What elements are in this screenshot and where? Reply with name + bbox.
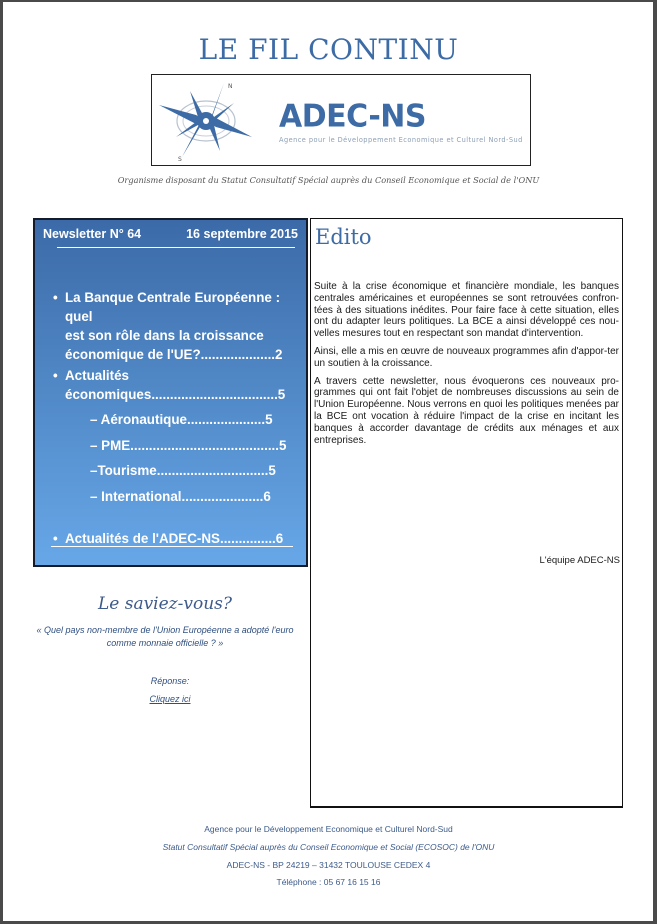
toc-subitem-aeronautique[interactable]: – Aéronautique.....................5 — [90, 412, 273, 427]
toc-item-text: La Banque Centrale Européenne : quel — [65, 290, 281, 324]
edito-paragraph: A travers cette newsletter, nous évoquerons ces nouveaux pro-grammes qui ont fait l'objet de nombreuses discussions au sein de l'Union Européenne. Nous verrons en quoi les politiques menées par la BCE ont vocation à réduire l'impact de la crise en incitant les banques à accorder davantage de crédits aux ménages et aux entreprises. — [314, 375, 619, 446]
edito-signature: L'équipe ADEC-NS — [539, 555, 620, 566]
edito-title: Edito — [315, 225, 372, 249]
toc-item-text: Actualités de l'ADEC-NS...............6 — [65, 531, 284, 546]
toc-subitem-international[interactable]: – International......................6 — [90, 489, 271, 504]
edito-body — [314, 281, 619, 452]
answer-link[interactable]: Cliquez ici — [149, 694, 191, 704]
compass-rose-icon — [154, 77, 254, 163]
toc-item-text: est son rôle dans la croissance — [65, 328, 264, 343]
table-of-contents — [33, 218, 308, 567]
newsletter-title: LE FIL CONTINU — [198, 33, 459, 66]
newsletter-number: Newsletter N° 64 — [43, 227, 142, 241]
edito-paragraph: Ainsi, elle a mis en œuvre de nouveaux programmes afin d'appor-ter un soutien à la croissance. — [314, 345, 619, 369]
toc-item-text: Actualités — [65, 368, 129, 383]
toc-header — [43, 227, 298, 241]
bullet-icon: • — [53, 290, 58, 305]
compass-north-label: N — [228, 83, 233, 90]
toc-item-bce[interactable] — [53, 288, 305, 364]
edito-box — [310, 218, 623, 808]
brand-subtitle: Agence pour le Développement Economique et Culturel Nord-Sud — [279, 136, 523, 144]
answer-link-container — [20, 694, 320, 704]
org-status: Organisme disposant du Statut Consultatif Spécial auprès du Conseil Economique et Social de l'ONU — [117, 175, 540, 185]
toc-item-actualites-economiques[interactable] — [53, 366, 305, 404]
answer-label: Réponse: — [150, 676, 190, 686]
newsletter-date: 16 septembre 2015 — [186, 227, 298, 241]
footer-phone: Téléphone : 05 67 16 15 16 — [276, 877, 381, 887]
brand-name: ADEC-NS — [279, 98, 426, 135]
saviez-vous-title: Le saviez-vous? — [97, 594, 233, 614]
toc-subitem-tourisme[interactable]: –Tourisme..............................5 — [90, 463, 276, 478]
question-line: comme monnaie officielle ? » — [106, 638, 224, 648]
saviez-vous-question — [20, 624, 310, 650]
question-line: « Quel pays non-membre de l'Union Européenne a adopté l'euro — [36, 625, 294, 635]
toc-footer-divider — [51, 546, 293, 547]
toc-header-divider — [57, 247, 295, 248]
footer-address: ADEC-NS - BP 24219 – 31432 TOULOUSE CEDEX 4 — [226, 860, 431, 870]
toc-item-text: économique de l'UE?....................2 — [65, 347, 283, 362]
toc-subitem-pme[interactable]: – PME........................................5 — [90, 438, 287, 453]
compass-south-label: S — [178, 156, 182, 163]
bullet-icon: • — [53, 531, 58, 546]
toc-item-text: économiques..................................5 — [65, 387, 286, 402]
footer-agency: Agence pour le Développement Economique et Culturel Nord-Sud — [204, 824, 453, 834]
logo-banner — [151, 74, 531, 166]
edito-paragraph: Suite à la crise économique et financière mondiale, les banques centrales américaines et européennes se sont retrouvées confron-tées à des situations inédites. Pour faire face à cette situation, elles ont du adapter leurs politiques. La BCE a ainsi développé ces nou-velles mesures tout en respectant son mandat d'intervention. — [314, 281, 619, 340]
bullet-icon: • — [53, 368, 58, 383]
footer-status: Statut Consultatif Spécial auprès du Conseil Economique et Social (ECOSOC) de l'ONU — [162, 842, 495, 852]
